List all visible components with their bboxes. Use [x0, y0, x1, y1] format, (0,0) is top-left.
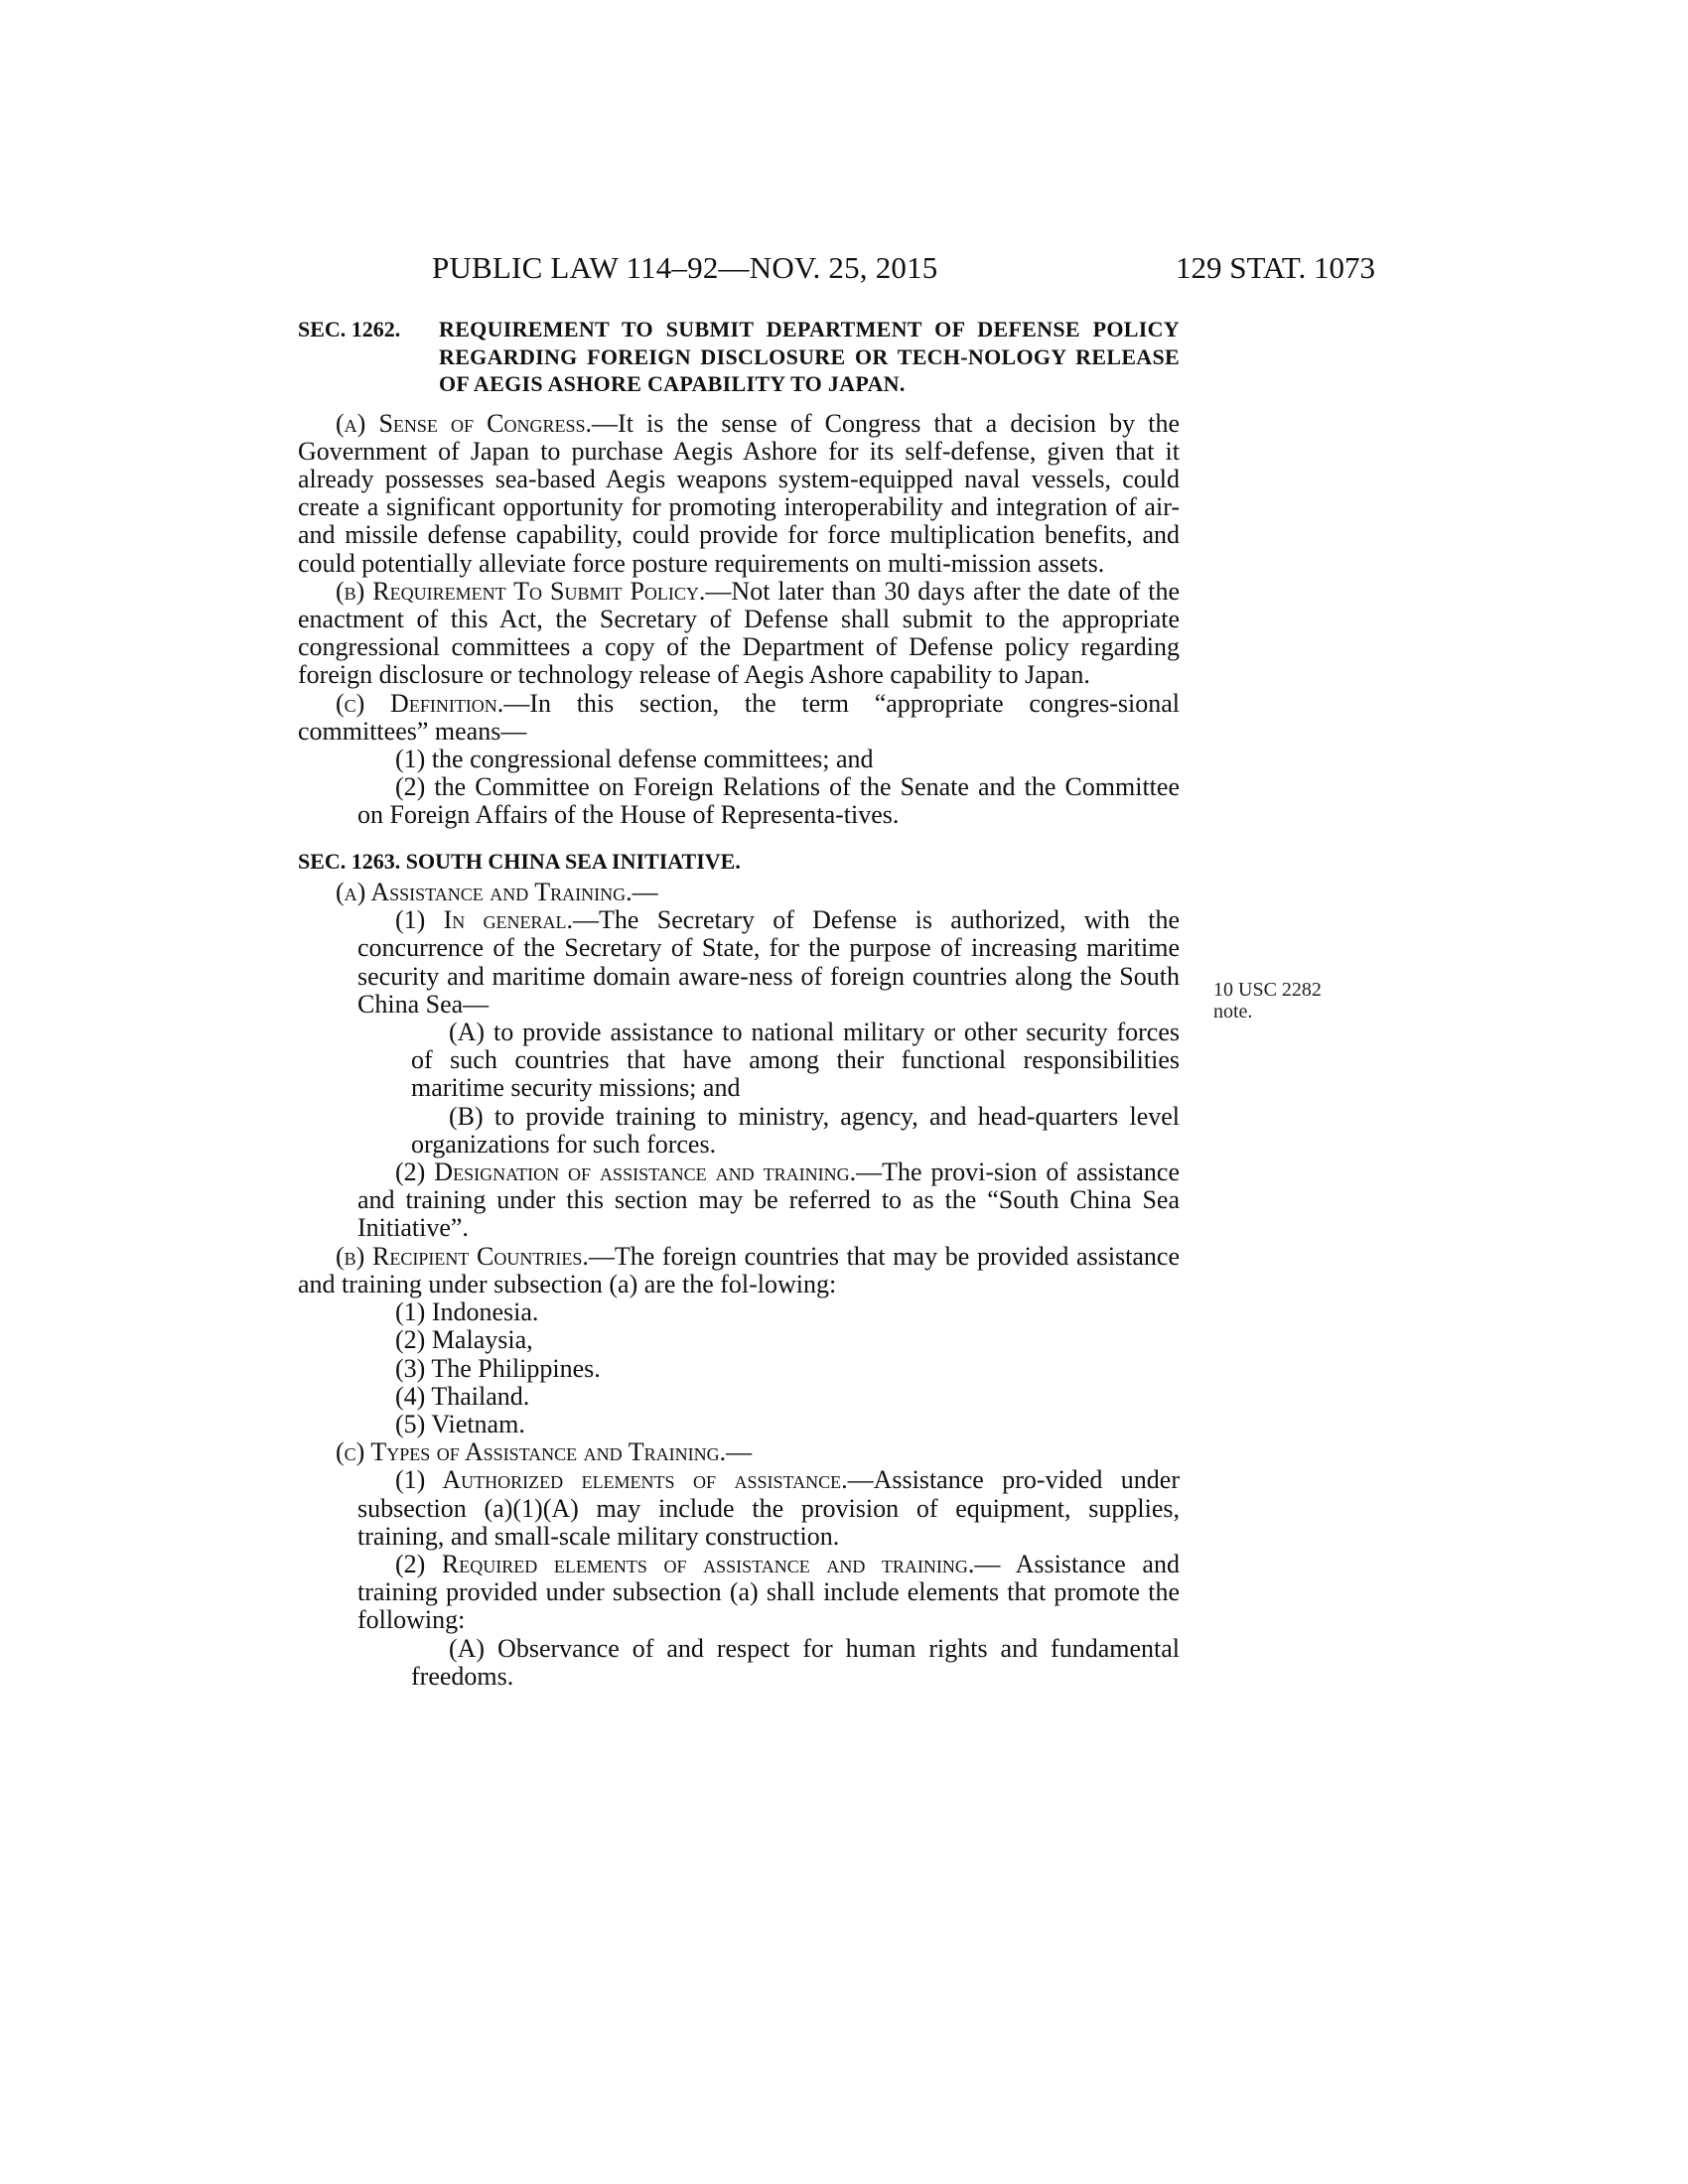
margin-citation-note: [1213, 979, 1322, 1023]
sec1263-subsection-b: [298, 1243, 1180, 1298]
sec1262-paragraph-c2: (2) the Committee on Foreign Relations of the Senate and the Committee on Foreign Affairs of the House of Representa-tives.: [357, 772, 1180, 830]
country-list-item: (4) Thailand.: [395, 1381, 530, 1411]
sec1263-paragraph-a2: [298, 1159, 1180, 1243]
sec1263-paragraph-c1: [298, 1466, 1180, 1551]
subsection-a-label: (a) Assistance and Training.—: [336, 878, 658, 907]
sec1263-paragraph-a1: [298, 906, 1180, 1019]
sec1263-paragraph-c2: [298, 1551, 1180, 1635]
subsection-b-label: (b) Recipient Countries.: [336, 1241, 589, 1271]
paragraph-a1-label: (1) In general.: [395, 905, 574, 935]
country-list-item: (5) Vietnam.: [395, 1409, 525, 1438]
sec1262-paragraph-c1: (1) the congressional defense committees; and: [395, 744, 874, 773]
paragraph-c2-text: Assistance and training provided under subsection (a) shall include elements that promote the following:: [357, 1549, 1180, 1635]
sec1263-subparagraph-a1A: (A) to provide assistance to national military or other security forces of such countries that have among their functional responsibilities maritime security missions; and: [411, 1018, 1180, 1103]
country-list-item: (1) Indonesia.: [395, 1297, 539, 1327]
subsection-c-label: (c) Types of Assistance and Training.—: [336, 1437, 753, 1467]
subsection-b-text: —The foreign countries that may be provided assistance and training under subsection (a) are the fol-lowing:: [298, 1241, 1181, 1298]
sec1263-subsection-a: [298, 879, 1180, 906]
sec1262-subsection-c: [298, 690, 1180, 746]
section-1262-number: SEC. 1262.: [298, 317, 401, 341]
sec1262-subsection-b: [298, 578, 1180, 690]
subsection-b-text: —Not later than 30 days after the date of the enactment of this Act, the Secretary of Defense shall submit to the appropriate congressional committees a copy of the Department of Defense policy regarding foreign disclosure or technology release of Aegis Ashore capability to Japan.: [298, 576, 1180, 690]
subsection-a-text: —It is the sense of Congress that a decision by the Government of Japan to purchase Aegis Ashore for its self-defense, given that it already possesses sea-based Aegis weapons system-equipped naval vessels, could create a significant opportunity for promoting interoperability and integration of air- and missile defense capability, could provide for force multiplication benefits, and could potentially alleviate force posture requirements on multi-mission assets.: [298, 408, 1180, 578]
sec1263-subsection-c: [298, 1438, 1180, 1466]
country-list-item: (2) Malaysia,: [395, 1325, 533, 1355]
paragraph-a2-label: (2) Designation of assistance and training.: [395, 1158, 857, 1187]
subsection-b-label: (b) Requirement To Submit Policy.: [336, 576, 706, 606]
page-header: [298, 250, 1375, 290]
paragraph-c1-label: (1) Authorized elements of assistance.: [395, 1465, 848, 1495]
subsection-c-label: (c) Definition.: [336, 688, 504, 718]
sec1263-subparagraph-c2A: (A) Observance of and respect for human rights and fundamental freedoms.: [411, 1633, 1180, 1691]
margin-note-line: 10 USC 2282: [1213, 979, 1322, 1001]
section-1262-title: REQUIREMENT TO SUBMIT DEPARTMENT OF DEFENSE POLICY REGARDING FOREIGN DISCLOSURE OR TECH-NOLOGY RELEASE OF AEGIS ASHORE CAPABILITY TO JAPAN.: [439, 317, 1180, 396]
paragraph-a1-text: —The Secretary of Defense is authorized, with the concurrence of the Secretary of State, for the purpose of increasing maritime security and maritime domain aware-ness of foreign countries along the South China Sea—: [357, 905, 1181, 1019]
sec1262-subsection-a: [298, 410, 1180, 578]
subsection-c-text: —In this section, the term “appropriate congres-sional committees” means—: [298, 688, 1180, 746]
section-1262-heading: [298, 316, 1180, 398]
running-head-title: PUBLIC LAW 114–92—NOV. 25, 2015: [432, 250, 938, 285]
paragraph-c1-text: —Assistance pro-vided under subsection (a)(1)(A) may include the provision of equipment, supplies, training, and small-scale military construction.: [357, 1465, 1181, 1551]
statute-page-number: 129 STAT. 1073: [1175, 250, 1375, 285]
subsection-a-label: (a) Sense of Congress.: [336, 408, 593, 438]
sec1263-subparagraph-a1B: (B) to provide training to ministry, agency, and head-quarters level organizations for such forces.: [411, 1101, 1180, 1159]
document-body: [298, 316, 1180, 1691]
section-1263-heading: SEC. 1263. SOUTH CHINA SEA INITIATIVE.: [298, 848, 741, 874]
country-list-item: (3) The Philippines.: [395, 1353, 601, 1383]
paragraph-a2-text: —The provi-sion of assistance and training under this section may be referred to as the “South China Sea Initiative”.: [357, 1158, 1180, 1243]
paragraph-c2-label: (2) Required elements of assistance and training.—: [395, 1549, 1001, 1578]
margin-note-line: note.: [1213, 1001, 1253, 1023]
